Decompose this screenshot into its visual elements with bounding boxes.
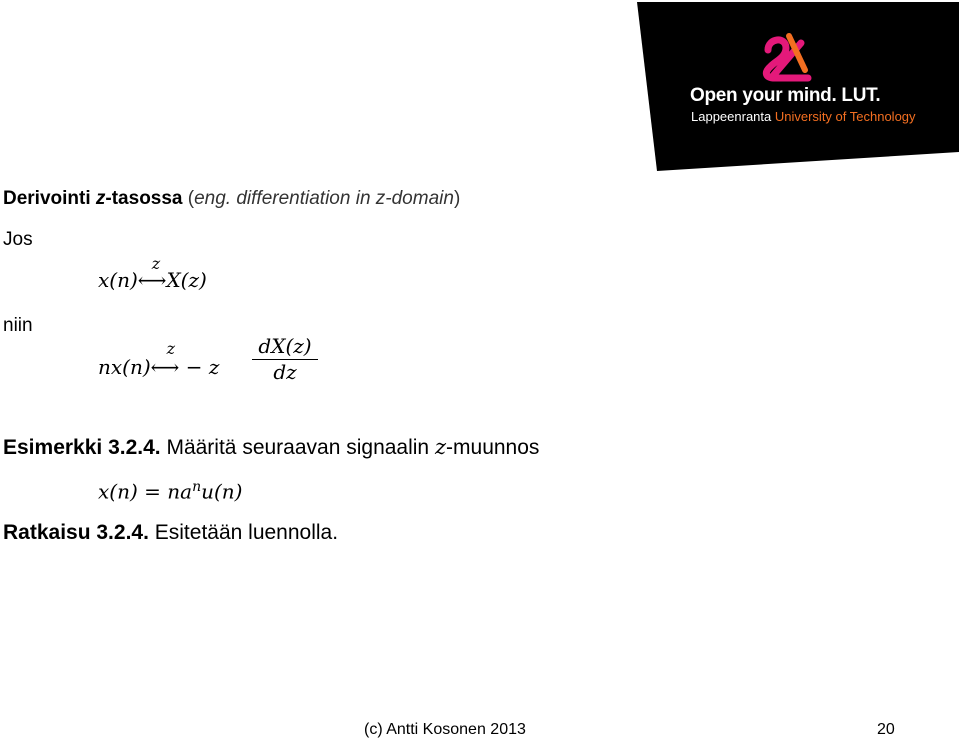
solution-text: Esitetään luennolla.: [148, 521, 339, 544]
heading-part5: eng. differentiation in z-domain: [194, 188, 454, 209]
heading-part6: ): [453, 188, 461, 209]
eq2-numerator: dX(z): [252, 335, 318, 360]
eq2-factor: z: [208, 355, 220, 379]
eq3-term2: u(n): [201, 479, 243, 504]
eq1-lhs: x(n): [98, 268, 138, 292]
heading-part2: z: [95, 188, 106, 209]
footer-copyright: (c) Antti Kosonen 2013: [364, 721, 526, 738]
page-number: 20: [877, 721, 895, 738]
equation-3: [98, 479, 242, 504]
eq1-arrow: ⟷: [137, 268, 167, 292]
eq1-rhs: X(z): [166, 268, 207, 292]
heading-part3: -tasossa: [105, 188, 188, 209]
eq3-equals: =: [144, 479, 161, 504]
eq2-minus: −: [185, 355, 203, 379]
eq2-denominator: dz: [273, 360, 297, 384]
eq2-fraction: [252, 335, 318, 385]
example-label: Esimerkki 3.2.4.: [3, 436, 161, 459]
example-line: [3, 435, 539, 460]
eq3-term1: na: [167, 479, 193, 504]
eq2-lhs: nx(n): [98, 355, 151, 379]
heading-part4: (: [187, 188, 195, 209]
eq1-above: z: [151, 254, 161, 273]
example-text-before: Määritä seuraavan signaalin: [160, 436, 435, 459]
solution-line: [3, 521, 338, 545]
solution-label: Ratkaisu 3.2.4.: [3, 521, 149, 544]
logo-slogan: Open your mind. LUT.: [690, 85, 881, 106]
eq2-arrow: ⟷: [150, 355, 180, 379]
logo-university: [691, 109, 916, 124]
jos-label: Jos: [3, 229, 33, 250]
eq2-above: z: [166, 339, 176, 358]
heading-part1: Derivointi: [3, 188, 96, 209]
logo-university-name: University of Technology: [774, 109, 916, 124]
equation-1: [98, 254, 207, 292]
eq3-lhs: x(n): [98, 479, 138, 504]
slide-heading: [3, 188, 460, 210]
example-text-after: -muunnos: [446, 436, 540, 459]
eq3-exponent: n: [192, 479, 202, 495]
equation-2: [98, 339, 220, 379]
niin-label: niin: [3, 315, 33, 336]
logo-city: Lappeenranta: [691, 109, 775, 124]
example-var: z: [434, 435, 447, 459]
